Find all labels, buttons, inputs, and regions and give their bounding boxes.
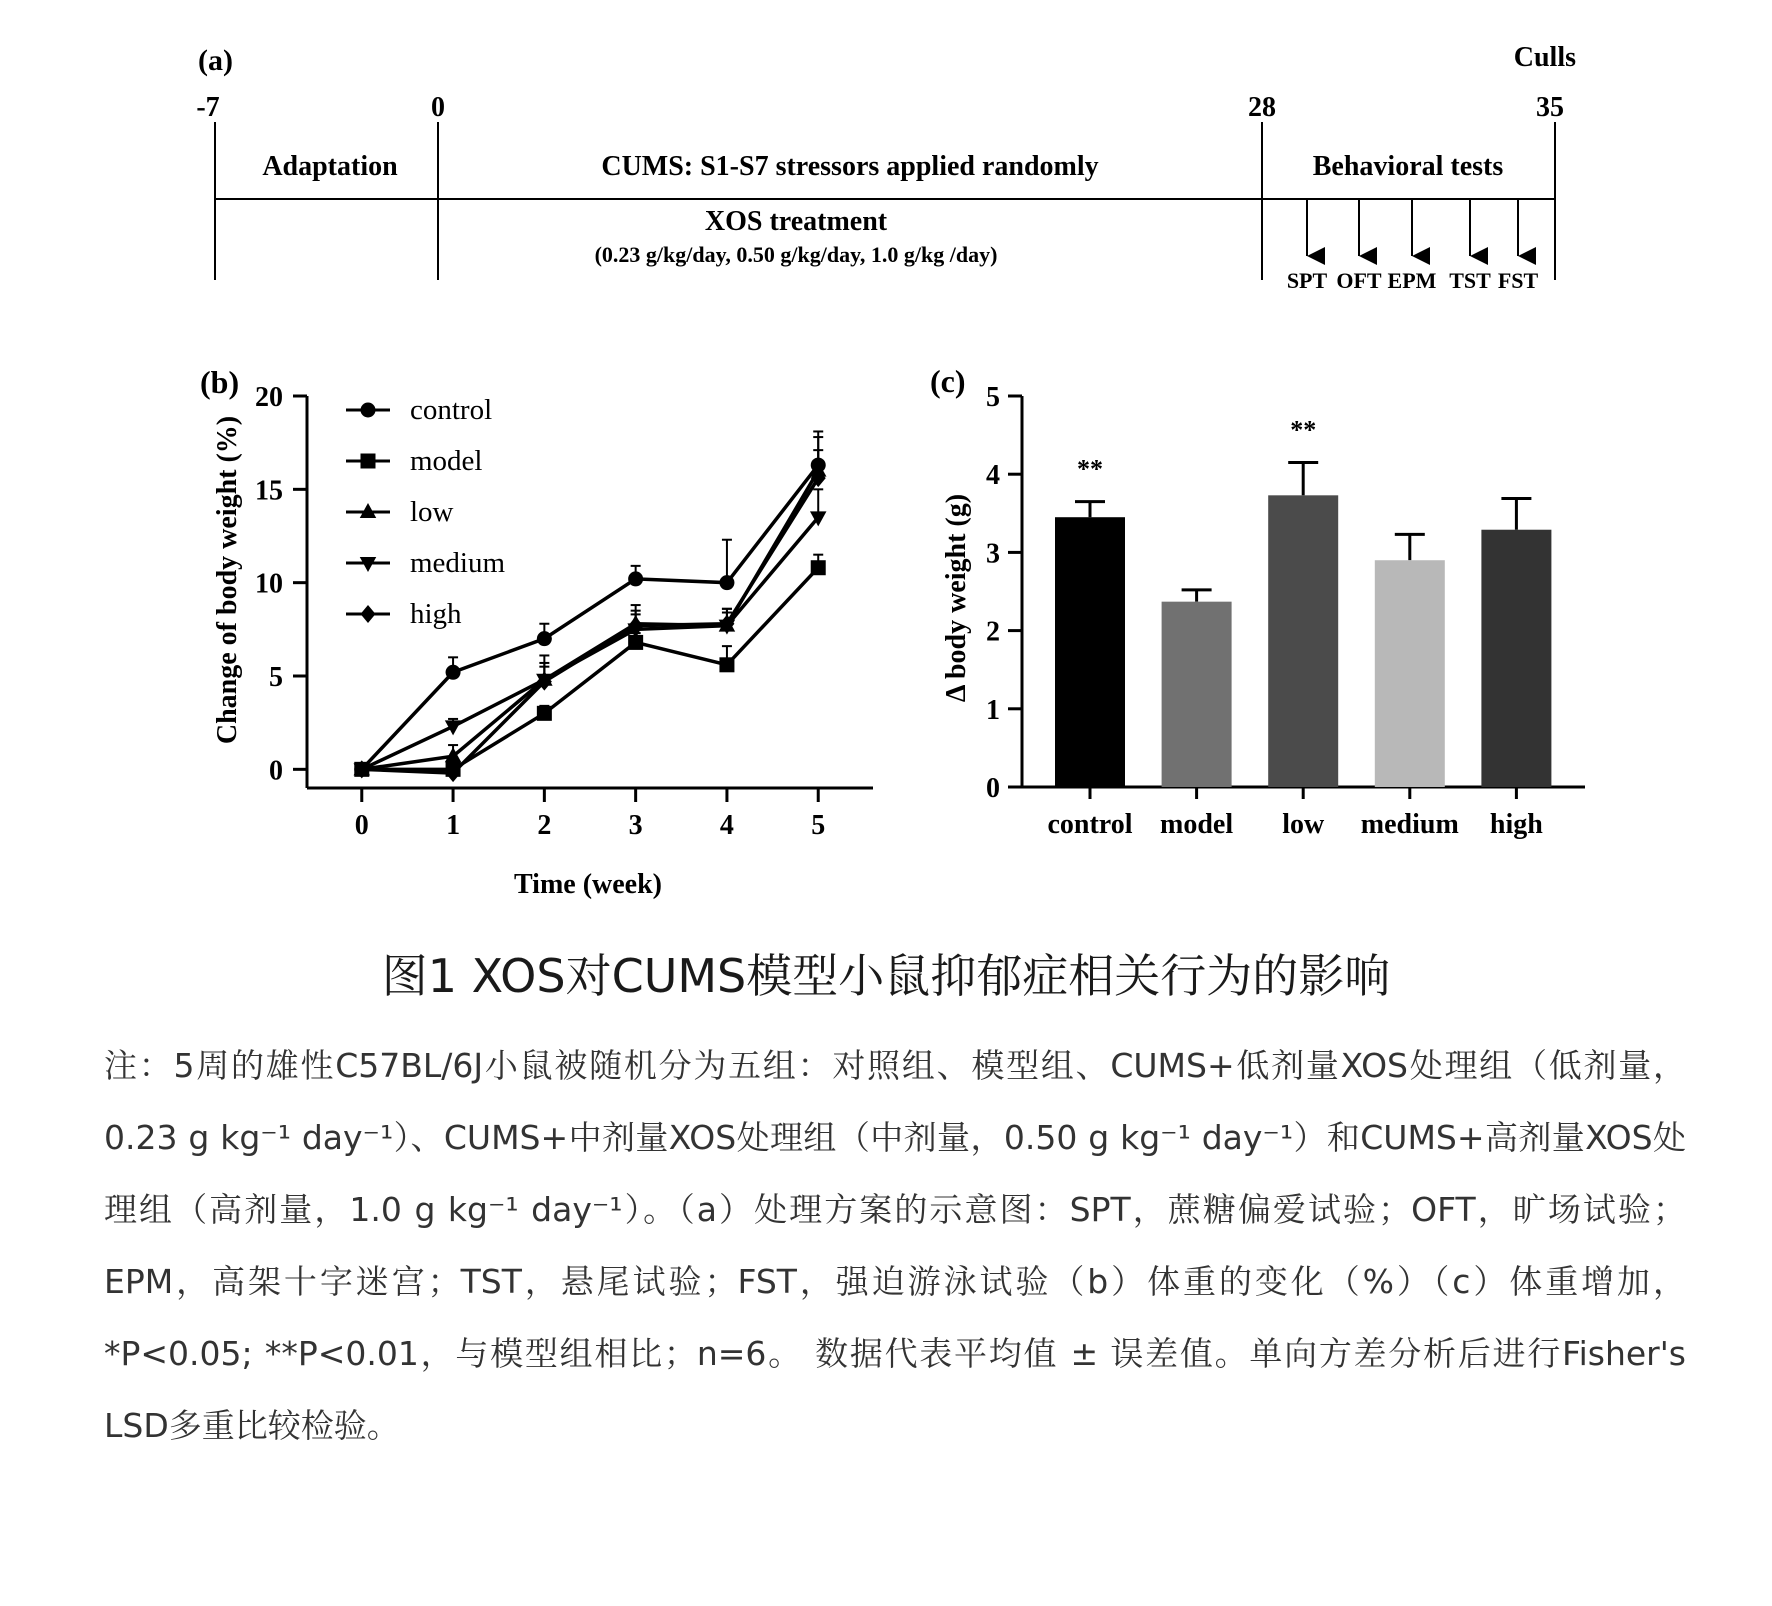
test-label-oft: OFT [1336,268,1382,293]
y-tick-label: 15 [255,475,283,507]
line-chart-legend [346,394,505,630]
bar [1481,530,1551,787]
panel-b-line-chart [200,364,873,900]
legend-label: model [410,445,483,477]
panel-a-label: (a) [198,44,233,77]
legend-label: low [410,496,454,528]
line-chart-xlabel: Time (week) [514,869,662,900]
x-tick-label: model [1160,809,1234,840]
x-tick-label: 5 [811,810,826,841]
legend-label: control [410,394,493,426]
day-tick-label: 0 [431,92,445,123]
legend-label: medium [410,547,506,579]
y-tick-label: 0 [986,773,1000,804]
day-tick-label: -7 [196,92,220,123]
panel-b-label: (b) [200,364,240,400]
y-tick-label: 5 [269,662,283,693]
y-tick-label: 3 [986,538,1000,570]
data-point [719,657,734,672]
series-model [354,555,825,777]
data-point [361,454,376,469]
day-tick-label: 28 [1248,92,1276,123]
x-tick-label: 2 [537,810,552,841]
y-tick-label: 10 [255,568,283,600]
data-point [811,560,826,575]
line-chart-axes [255,382,873,841]
significance-label: ** [1077,454,1103,484]
data-point [361,403,376,418]
y-tick-label: 1 [986,694,1000,726]
x-tick-label: medium [1360,809,1459,840]
y-tick-label: 4 [986,460,1000,492]
figure-caption-note: 注：5周的雄性C57BL/6J小鼠被随机分为五组：对照组、模型组、CUMS+低剂量XOS处理组（低剂量，0.23 g kg⁻¹ day⁻¹）、CUMS+中剂量XOS处理组（中剂量，0.50 g kg⁻¹ day⁻¹）和CUMS+高剂量XOS处理组（高剂量，1.0 g kg⁻¹ day⁻¹）。（a）处理方案的示意图：SPT，蔗糖偏爱试验；OFT，旷场试验；EPM，高架十字迷宫；TST，悬尾试验；FST，强迫游泳试验（b）体重的变化（%）（c）体重增加，*P<0.05; **P<0.01，与模型组相比；n=6。 数据代表平均值 ± 误差值。单向方差分析后进行Fisher's LSD多重比较检验。 [104,1046,1686,1445]
line-chart-ylabel: Change of body weight (%) [212,415,243,745]
data-point [537,631,552,646]
x-tick-label: high [1489,809,1543,840]
bar-chart-bars [1047,415,1551,840]
y-tick-label: 20 [255,382,283,413]
bar-group-medium [1361,534,1459,840]
test-label-epm: EPM [1387,268,1437,293]
legend-item-low [346,496,454,528]
legend-item-medium [346,547,505,579]
culls-label: Culls [1513,42,1576,73]
bar [1055,517,1125,787]
x-tick-label: 0 [354,810,369,841]
data-point [361,605,376,623]
phase-adaptation: Adaptation [262,151,398,182]
bar-group-low [1268,415,1338,840]
test-arrows [1287,200,1539,293]
significance-label: ** [1290,415,1317,445]
x-tick-label: 3 [628,810,643,841]
test-label-fst: FST [1497,268,1539,293]
x-tick-label: 1 [446,810,461,841]
treatment-title: XOS treatment [704,206,888,237]
x-tick-label: 4 [719,810,734,841]
panel-c-bar-chart [930,363,1585,840]
panel-c-label: (c) [930,363,966,399]
panel-a-timeline [196,42,1576,293]
y-tick-label: 2 [986,616,1000,648]
legend-label: high [410,598,462,630]
data-point [446,665,461,680]
bar-chart-ylabel: Δ body weight (g) [941,493,972,703]
test-label-spt: SPT [1286,268,1328,293]
figure-caption-title: 图1 XOS对CUMS模型小鼠抑郁症相关行为的影响 [381,949,1391,1003]
legend-item-control [346,394,492,426]
bar-group-high [1481,498,1551,840]
day-tick-label: 35 [1536,92,1564,123]
x-tick-label: control [1047,809,1133,840]
phase-behavioral-tests: Behavioral tests [1312,151,1504,182]
phase-cums: CUMS: S1-S7 stressors applied randomly [601,151,1099,182]
bar [1268,495,1338,787]
legend-item-model [346,445,483,477]
data-point [628,571,643,586]
y-tick-label: 0 [269,755,283,787]
test-label-tst: TST [1449,268,1491,293]
bar [1162,602,1232,787]
treatment-doses: (0.23 g/kg/day, 0.50 g/kg/day, 1.0 g/kg /day) [594,242,998,267]
x-tick-label: low [1282,809,1325,840]
bar-group-control [1047,455,1132,840]
legend-item-high [346,598,462,630]
bar-group-model [1160,590,1233,840]
data-point [719,575,734,590]
bar [1375,560,1445,787]
data-point [537,706,552,721]
y-tick-label: 5 [986,382,1000,413]
